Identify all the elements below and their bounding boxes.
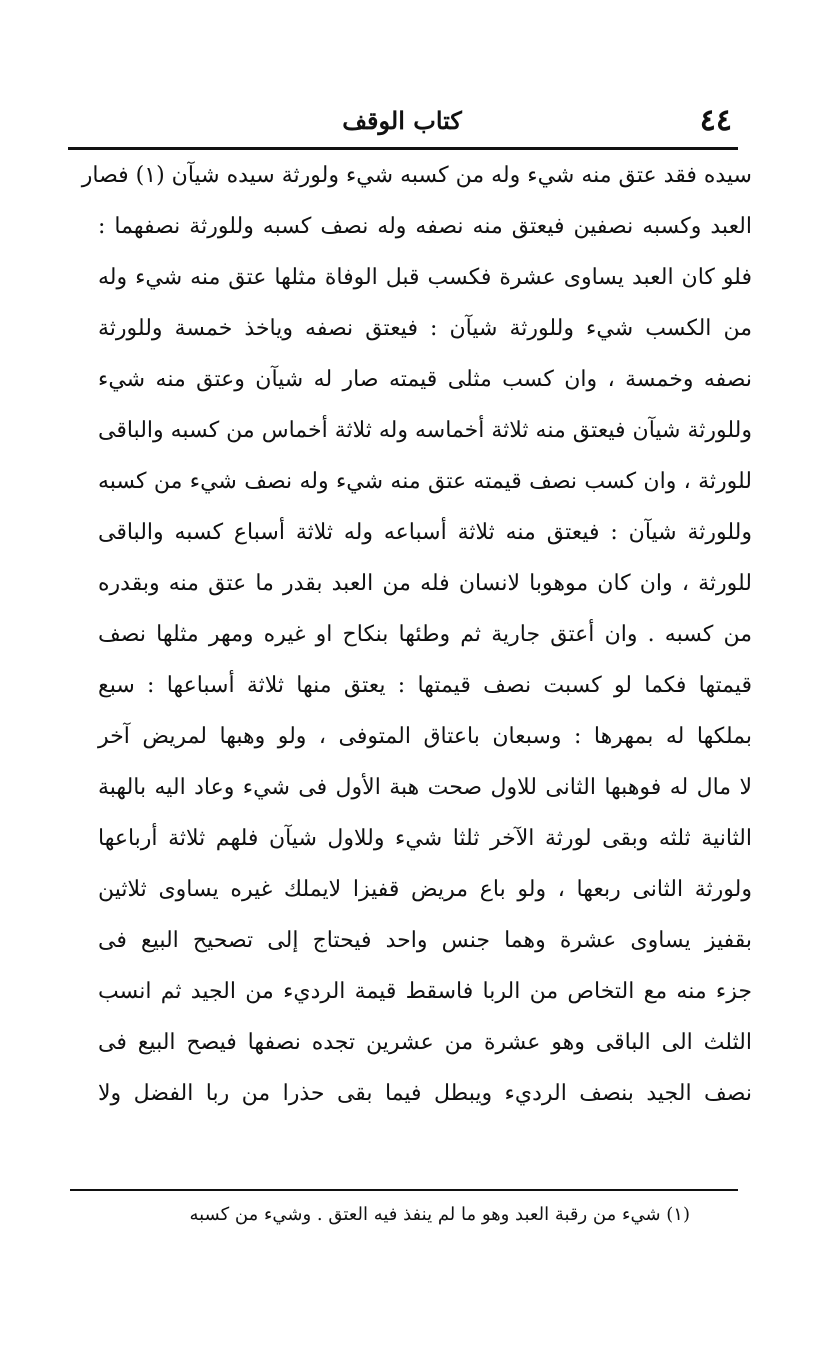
text-line: ولورثة الثانى ربعها ، ولو باع مريض قفيزا لايملك غيره يساوى ثلاثين <box>98 877 752 902</box>
text-line: نصف الجيد بنصف الرديء ويبطل فيما بقى حذرا من ربا الفضل ولا <box>98 1081 752 1106</box>
text-line: وللورثة شيآن : فيعتق منه ثلاثة أسباعه وله ثلاثة أسباع كسبه والباقى <box>98 520 752 545</box>
footnote: (١) شيء من رقبة العبد وهو ما لم ينفذ فيه العتق . وشيء من كسبه <box>189 1204 690 1225</box>
text-line: الثلث الى الباقى وهو عشرة من عشرين تجده نصفها فيصح البيع فى <box>98 1030 752 1055</box>
text-line: فلو كان العبد يساوى عشرة فكسب قبل الوفاة مثلها عتق منه شيء وله <box>98 265 752 290</box>
main-text <box>81 150 752 1119</box>
footnote-rule <box>70 1189 738 1191</box>
text-line: الثانية ثلثه وبقى لورثة الآخر ثلثا شيء وللاول شيآن فلهم ثلاثة أرباعها <box>98 826 752 851</box>
page-number: ٤٤ <box>699 103 732 138</box>
text-line: جزء منه مع التخاص من الربا فاسقط قيمة الرديء من الجيد ثم انسب <box>98 979 752 1004</box>
text-line: للورثة ، وان كان موهوبا لانسان فله من العبد بقدر ما عتق منه وبقدره <box>98 571 752 596</box>
text-line: لا مال له فوهبها الثانى للاول صحت هبة الأول فى شيء وعاد اليه بالهبة <box>98 775 752 800</box>
page-header <box>66 100 738 140</box>
text-line: بملكها له بمهرها : وسبعان باعتاق المتوفى ، ولو وهبها لمريض آخر <box>98 724 752 749</box>
text-line: من الكسب شيء وللورثة شيآن : فيعتق نصفه وياخذ خمسة وللورثة <box>98 316 752 341</box>
text-line: من كسبه . وان أعتق جارية ثم وطئها بنكاح او غيره ومهر مثلها نصف <box>98 622 752 647</box>
text-line: قيمتها فكما لو كسبت نصف قيمتها : يعتق منها ثلاثة أسباعها : سبع <box>98 673 752 698</box>
text-line: وللورثة شيآن فيعتق منه ثلاثة أخماسه وله ثلاثة أخماس من كسبه والباقى <box>98 418 752 443</box>
text-line: سيده فقد عتق منه شيء وله من كسبه شيء ولورثة سيده شيآن (١) فصار <box>81 163 752 188</box>
text-line: للورثة ، وان كسب نصف قيمته عتق منه شيء وله نصف شيء من كسبه <box>98 469 752 494</box>
text-line: العبد وكسبه نصفين فيعتق منه نصفه وله نصف كسبه وللورثة نصفهما : <box>98 214 752 239</box>
text-line: بقفيز يساوى عشرة وهما جنس واحد فيحتاج إلى تصحيح البيع فى <box>98 928 752 953</box>
text-line: نصفه وخمسة ، وان كسب مثلى قيمته صار له شيآن وعتق منه شيء <box>98 367 752 392</box>
running-head-title: كتاب الوقف <box>342 106 462 135</box>
